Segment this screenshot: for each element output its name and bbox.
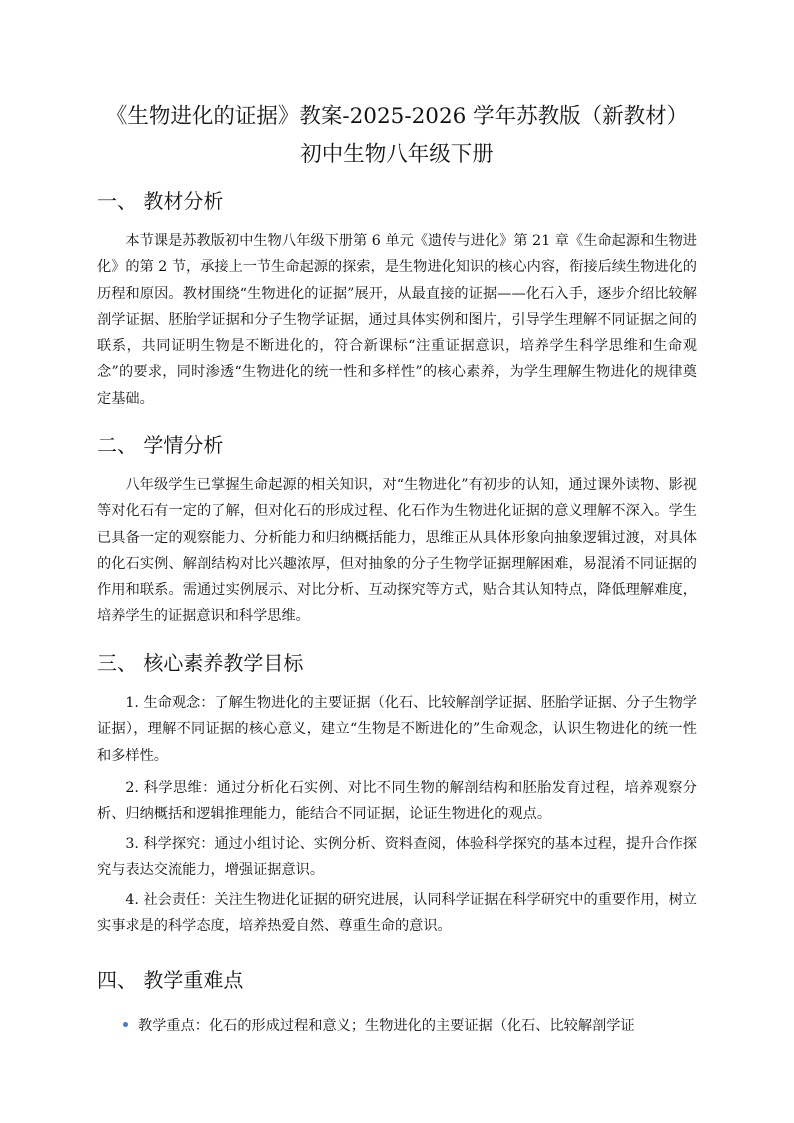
objective-life-concept: 1. 生命观念：了解生物进化的主要证据（化石、比较解剖学证据、胚胎学证据、分子生物学证据），理解不同证据的核心意义，建立“生物是不断进化的”生命观念，认识生物进化的统一性和多样性。 xyxy=(97,695,697,764)
section-heading-student-analysis: 二、 学情分析 xyxy=(97,433,224,457)
section-heading-textbook-analysis: 一、 教材分析 xyxy=(97,189,224,213)
document-title xyxy=(90,98,704,174)
bullet-icon xyxy=(123,1022,128,1027)
paragraph-textbook-analysis: 本节课是苏教版初中生物八年级下册第 6 单元《遗传与进化》第 21 章《生命起源和生物进化》的第 2 节，承接上一节生命起源的探索，是生物进化知识的核心内容，衔接后续生物进化的历程和原因。教材围绕“生物进化的证据”展开，从最直接的证据——化石入手，逐步介绍比较解剖学证据、胚胎学证据和分子生物学证据，通过具体实例和图片，引导学生理解不同证据之间的联系，共同证明生物是不断进化的，符合新课标“注重证据意识，培养学生科学思维和生命观念”的要求，同时渗透“生物进化的统一性和多样性”的核心素养，为学生理解生物进化的规律奠定基础。 xyxy=(97,233,697,407)
objective-social-responsibility: 4. 社会责任：关注生物进化证据的研究进展，认同科学证据在科学研究中的重要作用，树立实事求是的科学态度，培养热爱自然、尊重生命的意识。 xyxy=(97,892,697,935)
section-heading-key-difficulties: 四、 教学重难点 xyxy=(97,968,244,992)
list-item xyxy=(97,1013,697,1039)
title-line-2: 初中生物八年级下册 xyxy=(300,142,494,167)
key-point-text: 教学重点：化石的形成过程和意义；生物进化的主要证据（化石、比较解剖学证 xyxy=(138,1018,635,1034)
objective-scientific-thinking: 2. 科学思维：通过分析化石实例、对比不同生物的解剖结构和胚胎发育过程，培养观察分析、归纳概括和逻辑推理能力，能结合不同证据，论证生物进化的观点。 xyxy=(97,780,697,823)
paragraph-student-analysis: 八年级学生已掌握生命起源的相关知识，对“生物进化”有初步的认知，通过课外读物、影视等对化石有一定的了解，但对化石的形成过程、化石作为生物进化证据的意义理解不深入。学生已具备一定的观察能力、分析能力和归纳概括能力，思维正从具体形象向抽象逻辑过渡，对具体的化石实例、解剖结构对比兴趣浓厚，但对抽象的分子生物学证据理解困难，易混淆不同证据的作用和联系。需通过实例展示、对比分析、互动探究等方式，贴合其认知特点，降低理解难度，培养学生的证据意识和科学思维。 xyxy=(97,477,697,625)
title-line-1: 《生物进化的证据》教案-2025-2026 学年苏教版（新教材） xyxy=(105,104,689,129)
section-heading-teaching-objectives: 三、 核心素养教学目标 xyxy=(97,651,304,675)
objective-scientific-inquiry: 3. 科学探究：通过小组讨论、实例分析、资料查阅，体验科学探究的基本过程，提升合作探究与表达交流能力，增强证据意识。 xyxy=(97,836,697,879)
